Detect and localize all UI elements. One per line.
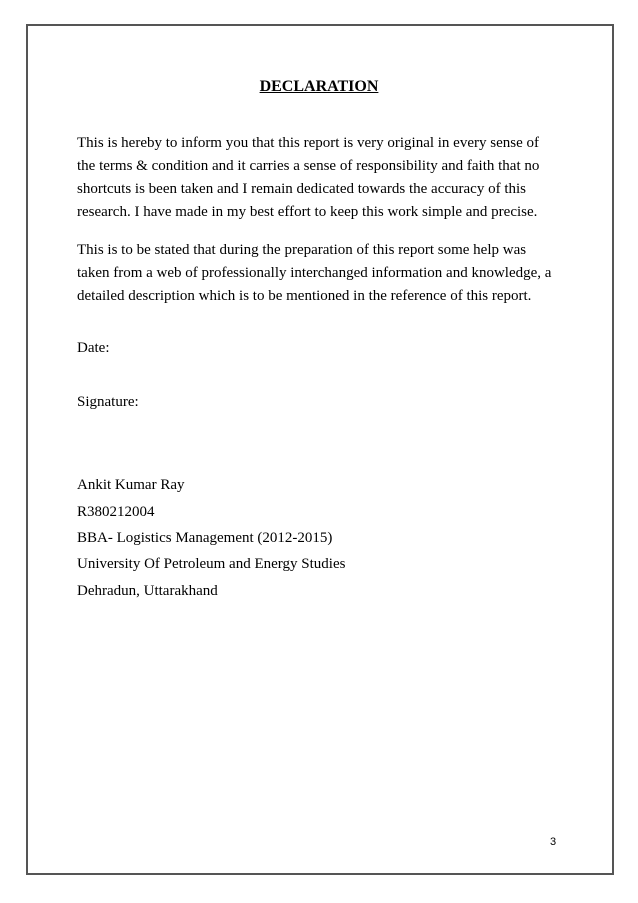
date-label: Date: (77, 340, 110, 356)
author-university: University Of Petroleum and Energy Studies (77, 556, 346, 572)
paragraph-line: This is to be stated that during the preparation of this report some help was (77, 242, 527, 258)
paragraph-line: research. I have made in my best effort to keep this work simple and precise. (77, 204, 538, 220)
declaration-paragraph-1 (77, 132, 577, 224)
author-location: Dehradun, Uttarakhand (77, 583, 218, 599)
page-number: 3 (550, 836, 557, 848)
page-title: DECLARATION (259, 78, 379, 95)
signature-label: Signature: (77, 394, 139, 410)
paragraph-line: shortcuts is been taken and I remain dedicated towards the accuracy of this (77, 181, 526, 197)
declaration-paragraph-2 (77, 239, 577, 308)
paragraph-line: the terms & condition and it carries a sense of responsibility and faith that no (77, 158, 540, 174)
paragraph-line: taken from a web of professionally interchanged information and knowledge, a (77, 265, 552, 281)
author-name: Ankit Kumar Ray (77, 477, 185, 493)
author-program: BBA- Logistics Management (2012-2015) (77, 530, 333, 546)
paragraph-line: This is hereby to inform you that this report is very original in every sense of (77, 135, 539, 151)
paragraph-line: detailed description which is to be mentioned in the reference of this report. (77, 288, 532, 304)
author-id: R380212004 (77, 504, 155, 520)
